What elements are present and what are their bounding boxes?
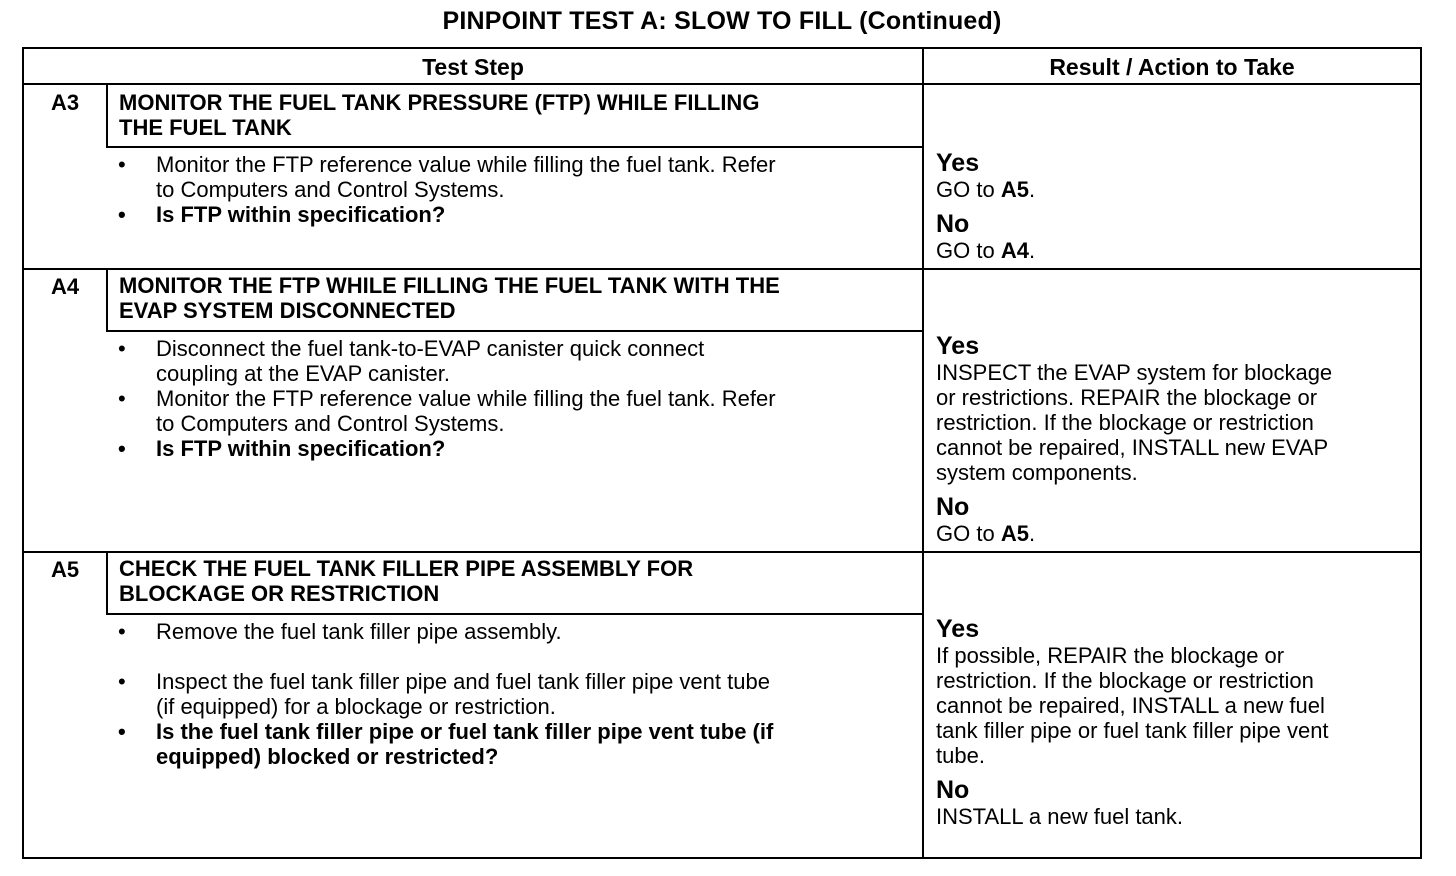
bullet-text: equipped) blocked or restricted? (156, 744, 499, 769)
bullet-icon: • (118, 719, 126, 744)
bullet-text: (if equipped) for a blockage or restriction. (156, 694, 556, 719)
no-label: No (936, 776, 970, 804)
step-heading (119, 556, 909, 606)
step-bullets (116, 152, 916, 227)
action-text: GO to (936, 521, 995, 546)
bullet-icon: • (118, 669, 126, 694)
bullet-text: Disconnect the fuel tank-to-EVAP canister quick connect (156, 336, 705, 361)
heading-divider (106, 613, 922, 615)
step-bullets (116, 336, 916, 461)
row-divider (24, 551, 1420, 553)
yes-action-line: system components. (936, 460, 1138, 485)
yes-action-line: If possible, REPAIR the blockage or (936, 643, 1285, 668)
heading-divider (106, 330, 922, 332)
column-divider (922, 49, 924, 857)
step-id-divider (106, 85, 108, 146)
no-action: GO to A5. (936, 521, 1036, 546)
step-id-divider (106, 553, 108, 613)
yes-action-line: tube. (936, 743, 985, 768)
yes-action-line: cannot be repaired, INSTALL a new fuel (936, 693, 1325, 718)
list-item (116, 202, 916, 227)
list-item (116, 386, 916, 436)
bullet-text: Is FTP within specification? (156, 202, 446, 227)
step-id-divider (106, 270, 108, 330)
list-item (116, 719, 916, 769)
no-action: GO to A4. (936, 238, 1036, 263)
heading-divider (106, 146, 922, 148)
bullet-text: Monitor the FTP reference value while filling the fuel tank. Refer (156, 152, 776, 177)
row-divider (24, 268, 1420, 270)
no-action: INSTALL a new fuel tank. (936, 804, 1184, 829)
bullet-icon: • (118, 619, 126, 644)
step-heading-line: BLOCKAGE OR RESTRICTION (119, 581, 440, 606)
list-item (116, 619, 916, 644)
step-bullets (116, 619, 916, 769)
step-heading-line: THE FUEL TANK (119, 115, 292, 140)
yes-action-line: cannot be repaired, INSTALL new EVAP (936, 435, 1329, 460)
step-heading-line: MONITOR THE FUEL TANK PRESSURE (FTP) WHILE FILLING (119, 90, 760, 115)
step-heading (119, 273, 909, 323)
bullet-text: Is FTP within specification? (156, 436, 446, 461)
bullet-icon: • (118, 336, 126, 361)
step-id: A4 (50, 274, 80, 299)
result-cell (936, 332, 1416, 546)
bullet-icon: • (118, 386, 126, 411)
yes-label: Yes (936, 615, 980, 643)
list-item (116, 152, 916, 202)
step-heading (119, 90, 909, 140)
pinpoint-test-table (22, 47, 1422, 859)
page-title: PINPOINT TEST A: SLOW TO FILL (Continued) (442, 7, 1002, 35)
yes-action-line: tank filler pipe or fuel tank filler pipe vent (936, 718, 1329, 743)
yes-action-line: or restrictions. REPAIR the blockage or (936, 385, 1318, 410)
yes-action-line: restriction. If the blockage or restriction (936, 668, 1314, 693)
action-text: GO to (936, 238, 995, 263)
step-id: A3 (50, 90, 80, 115)
bullet-icon: • (118, 436, 126, 461)
bullet-icon: • (118, 152, 126, 177)
bullet-text: Is the fuel tank filler pipe or fuel tank filler pipe vent tube (if (156, 719, 774, 744)
yes-label: Yes (936, 332, 980, 360)
step-heading-line: CHECK THE FUEL TANK FILLER PIPE ASSEMBLY FOR (119, 556, 694, 581)
result-cell (936, 149, 1416, 263)
yes-action: GO to A5. (936, 177, 1036, 202)
bullet-text: Remove the fuel tank filler pipe assembly. (156, 619, 562, 644)
step-link: A5 (1000, 177, 1029, 202)
bullet-icon: • (118, 202, 126, 227)
action-text: GO to (936, 177, 995, 202)
step-id: A5 (50, 557, 80, 582)
yes-label: Yes (936, 149, 980, 177)
yes-action-line: restriction. If the blockage or restriction (936, 410, 1314, 435)
no-label: No (936, 493, 970, 521)
step-link: A4 (1000, 238, 1029, 263)
bullet-text: coupling at the EVAP canister. (156, 361, 450, 386)
header-result: Result / Action to Take (1049, 54, 1295, 80)
yes-action-line: INSPECT the EVAP system for blockage (936, 360, 1333, 385)
result-cell (936, 615, 1416, 829)
bullet-text: to Computers and Control Systems. (156, 177, 505, 202)
step-link: A5 (1000, 521, 1029, 546)
step-heading-line: MONITOR THE FTP WHILE FILLING THE FUEL TANK WITH THE (119, 273, 780, 298)
no-label: No (936, 210, 970, 238)
list-item (116, 669, 916, 719)
header-divider (24, 83, 1420, 85)
header-test-step: Test Step (422, 54, 524, 80)
step-heading-line: EVAP SYSTEM DISCONNECTED (119, 298, 456, 323)
list-item (116, 436, 916, 461)
bullet-text: to Computers and Control Systems. (156, 411, 505, 436)
list-item (116, 336, 916, 386)
bullet-text: Inspect the fuel tank filler pipe and fuel tank filler pipe vent tube (156, 669, 770, 694)
bullet-text: Monitor the FTP reference value while filling the fuel tank. Refer (156, 386, 776, 411)
